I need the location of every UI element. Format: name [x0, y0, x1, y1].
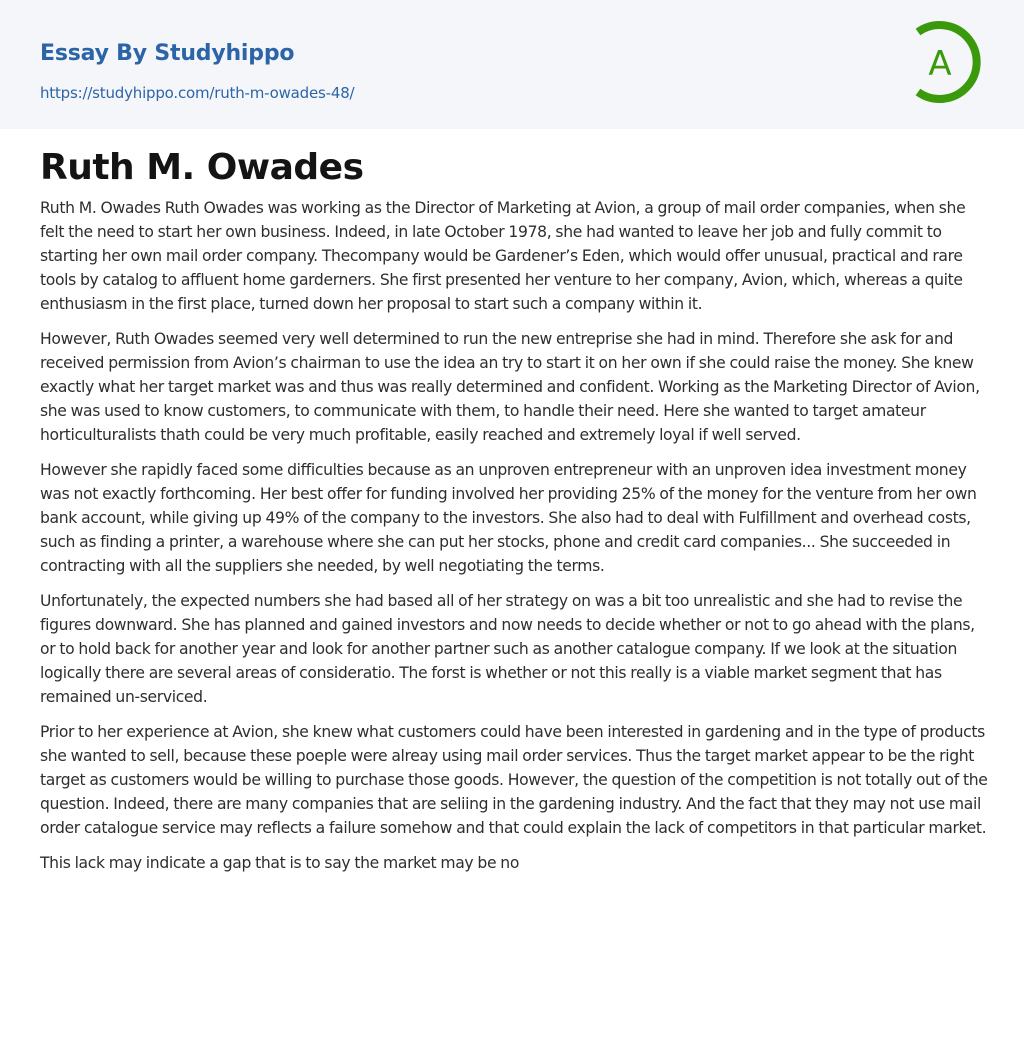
- logo-letter: A: [928, 44, 952, 84]
- essay-paragraph: Ruth M. Owades Ruth Owades was working as the Director of Marketing at Avion, a group of mail order companies, when she felt the need to start her own business. Indeed, in late October 1978, she had wanted to leave her job and fully commit to starting her own mail order company. Thecompany would be Gardener’s Eden, which would offer unusual, practical and rare tools by catalog to affluent home garderners. She first presented her venture to her company, Avion, which, whereas a quite enthusiasm in the first place, turned down her proposal to start such a company within it.: [40, 199, 966, 313]
- essay-paragraph: This lack may indicate a gap that is to say the market may be no: [40, 854, 520, 872]
- essay-paragraph: Unfortunately, the expected numbers she had based all of her strategy on was a bit too unrealistic and she had to revise the figures downward. She has planned and gained investors and now needs to decide whether or not to go ahead with the plans, or to hold back for another year and look for another partner such as another catalogue company. If we look at the situation logically there are several areas of consideratio. The forst is whether or not this really is a viable market segment that has remained un-serviced.: [40, 592, 975, 706]
- essay-paragraph: Prior to her experience at Avion, she knew what customers could have been interested in gardening and in the type of products she wanted to sell, because these poeple were alreay using mail order services. Thus the target market appear to be the right target as customers would be willing to purchase those goods. However, the question of the competition is not totally out of the question. Indeed, there are many companies that are seliing in the gardening industry. And the fact that they may not use mail order catalogue service may reflects a failure somehow and that could explain the lack of competitors in that particular market.: [40, 723, 988, 837]
- essay-url-link[interactable]: https://studyhippo.com/ruth-m-owades-48/: [40, 84, 355, 102]
- essay-body: [40, 196, 988, 886]
- page-title: Ruth M. Owades: [40, 147, 364, 188]
- studyhippo-logo-icon[interactable]: [908, 18, 988, 106]
- essay-paragraph: However, Ruth Owades seemed very well determined to run the new entreprise she had in mind. Therefore she ask for and received permission from Avion’s chairman to use the idea an try to start it on her own if she could raise the money. She knew exactly what her target market was and thus was really determined and confident. Working as the Marketing Director of Avion, she was used to know customers, to communicate with them, to handle their need. Here she wanted to target amateur horticulturalists thath could be very much profitable, easily reached and extremely loyal if well served.: [40, 330, 980, 444]
- brand-title: Essay By Studyhippo: [40, 41, 295, 66]
- essay-paragraph: However she rapidly faced some difficulties because as an unproven entrepreneur with an unproven idea investment money was not exactly forthcoming. Her best offer for funding involved her providing 25% of the money for the venture from her own bank account, while giving up 49% of the company to the investors. She also had to deal with Fulfillment and overhead costs, such as finding a printer, a warehouse where she can put her stocks, phone and credit card companies... She succeeded in contracting with all the suppliers she needed, by well negotiating the terms.: [40, 461, 977, 575]
